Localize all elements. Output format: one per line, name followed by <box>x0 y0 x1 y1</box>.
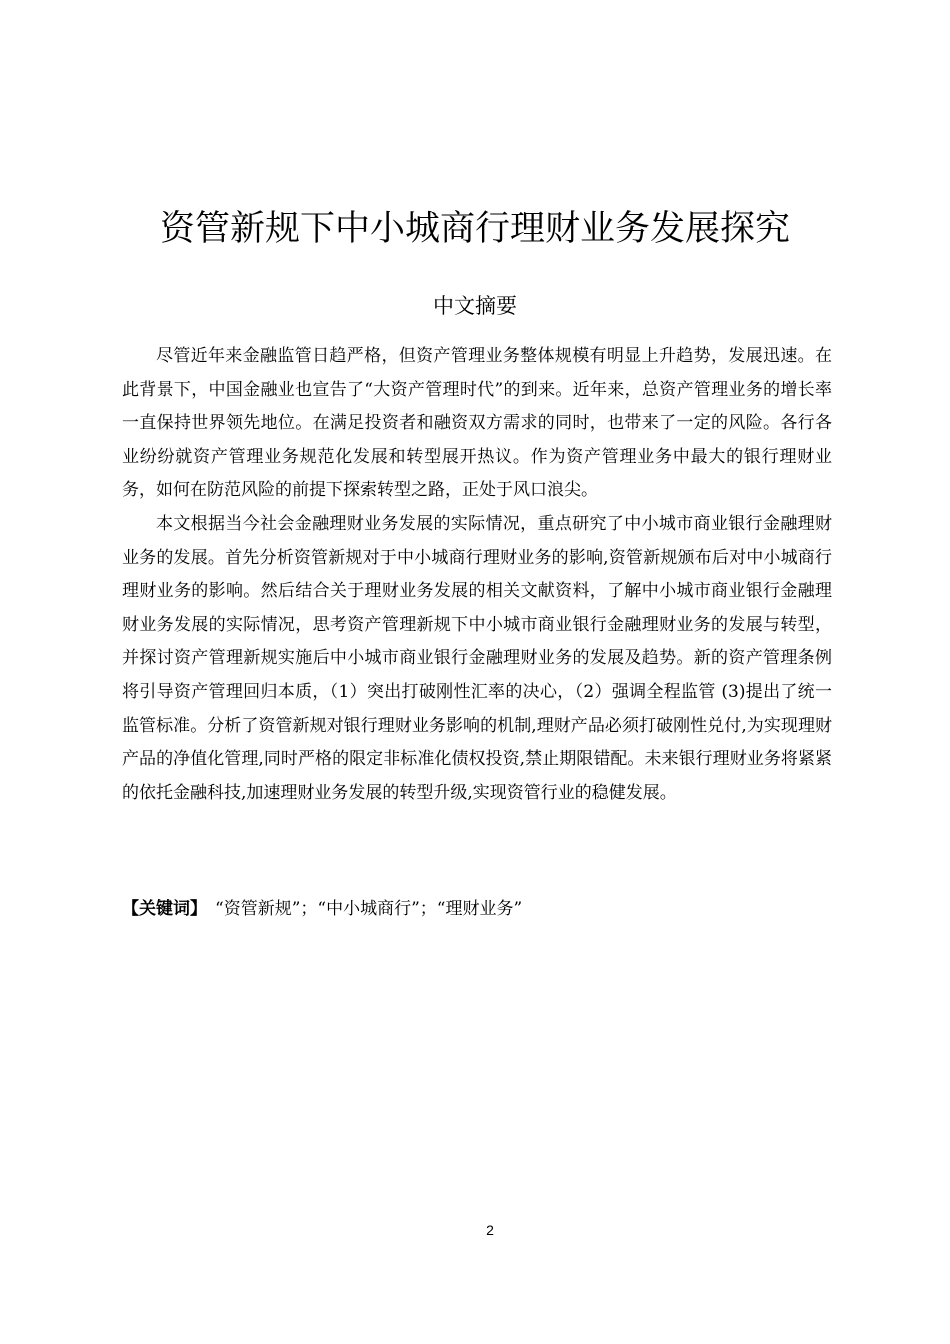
abstract-body <box>122 340 832 810</box>
keywords-label: 【关键词】 <box>122 899 207 919</box>
keywords-line <box>122 893 832 925</box>
document-title: 资管新规下中小城商行理财业务发展探究 <box>159 209 790 249</box>
abstract-heading: 中文摘要 <box>433 294 517 318</box>
abstract-paragraph: 本文根据当今社会金融理财业务发展的实际情况，重点研究了中小城市商业银行金融理财业务的发展。首先分析资管新规对于中小城商行理财业务的影响,资管新规颁布后对中小城商行理财业务的影响。然后结合关于理财业务发展的相关文献资料，了解中小城市商业银行金融理财业务发展的实际情况，思考资产管理新规下中小城市商业银行金融理财业务的发展与转型，并探讨资产管理新规实施后中小城市商业银行金融理财业务的发展及趋势。新的资产管理条例将引导资产管理回归本质，（1）突出打破刚性汇率的决心，（2）强调全程监管 (3)提出了统一监管标准。分析了资管新规对银行理财业务影响的机制,理财产品必须打破刚性兑付,为实现理财产品的净值化管理,同时严格的限定非标准化债权投资,禁止期限错配。未来银行理财业务将紧紧的依托金融科技,加速理财业务发展的转型升级,实现资管行业的稳健发展。 <box>122 513 832 803</box>
page-number: 2 <box>486 1222 494 1238</box>
keywords-text: “资管新规”；“中小城商行”；“理财业务” <box>215 899 523 919</box>
abstract-paragraph: 尽管近年来金融监管日趋严格，但资产管理业务整体规模有明显上升趋势，发展迅速。在此背景下，中国金融业也宣告了“大资产管理时代”的到来。近年来，总资产管理业务的增长率一直保持世界领先地位。在满足投资者和融资双方需求的同时，也带来了一定的风险。各行各业纷纷就资产管理业务规范化发展和转型展开热议。作为资产管理业务中最大的银行理财业务，如何在防范风险的前提下探索转型之路，正处于风口浪尖。 <box>122 346 832 501</box>
